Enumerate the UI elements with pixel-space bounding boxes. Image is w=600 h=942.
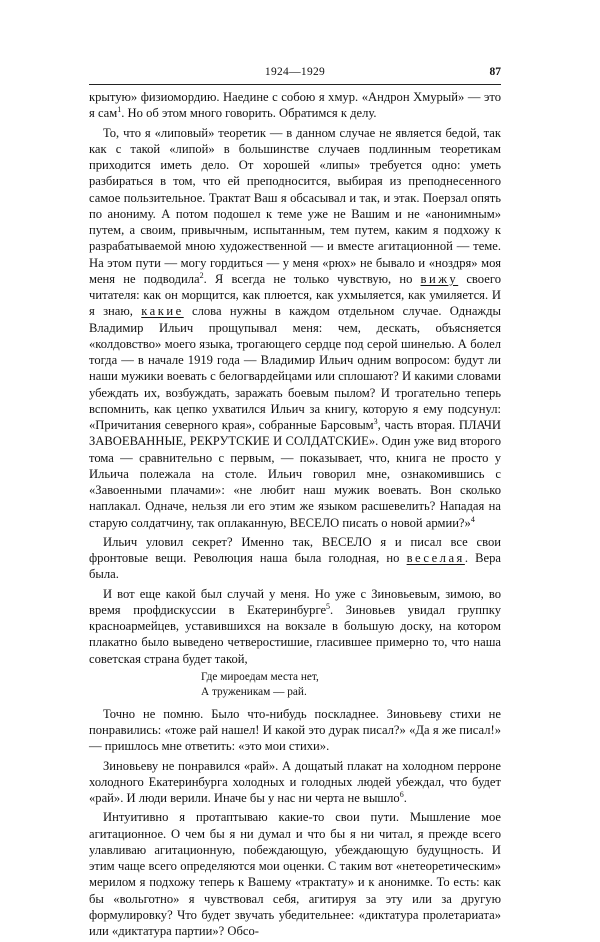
text-run: . Зиновьев увидал группку красноармейцев, уставившихся на вокзале в большую доску, на котором плакатно было выведено четверостишие, гласившее примерно то, что наша советская страна будет такой, xyxy=(89,602,501,666)
text-run: . Но об этом много говорить. Обратимся к делу. xyxy=(121,106,377,121)
header-title: 1924—1929 xyxy=(264,66,326,78)
text-run: То, что я «липовый» теоретик — в данном случае не является бедой, так как с такой «липой» в большинстве случаев подлинным теоретикам приходится иметь дело. От хорошей «липы» требуется одно: уметь разбираться в том, что ей преподносится, выбирая из преподнесенного самое пользительное. Трактат Ваш я обсасывал и так, и этак. Поерзал опять по анониму. А потом подошел к теме уже не Вашим и не «анонимным» путем, а своим, привычным, испытанным, тем путем, каким я подхожу к разрабатываемой мною художественной — и вместе агитационной — теме. На этом пути — могу гордиться — у меня «рюх» не бывало и «ноздря» моя меня не подводила xyxy=(89,125,501,286)
text-run: . Вера была. xyxy=(89,551,501,582)
paragraph xyxy=(89,89,501,122)
text-run: . Я всегда не только чувствую, но xyxy=(203,271,421,286)
paragraph xyxy=(89,809,501,939)
spaced-emphasis: какие xyxy=(141,304,184,319)
text-run: крытую» физиомордию. Наедине с собою я хмур. «Андрон Хмурый» — это я сам xyxy=(89,90,501,121)
footnote-marker: 6 xyxy=(399,789,404,799)
footnote-marker: 3 xyxy=(373,416,378,426)
paragraph xyxy=(89,758,501,807)
text-run: Ильич уловил секрет? Именно так, ВЕСЕЛО я и писал все свои фронтовые вещи. Революция наша была голодная, но xyxy=(89,534,501,565)
paragraph xyxy=(89,706,501,755)
footnote-marker: 2 xyxy=(199,270,204,280)
text-run: Зиновьеву не понравился «рай». А дощатый плакат на холодном перроне холодного Екатеринбурга холодных и голодных людей убеждал, что будет «рай». И люди верили. Иначе бы у нас ни черта не вышло xyxy=(89,758,501,805)
page-number: 87 xyxy=(489,66,501,78)
paragraph xyxy=(89,125,501,531)
text-run: И вот еще какой был случай у меня. Но уже с Зиновьевым, зимою, во время профдискуссии в Екатеринбурге xyxy=(89,586,501,617)
verse-line: Где мироедам места нет, xyxy=(201,670,319,683)
header-rule xyxy=(89,84,501,85)
footnote-marker: 1 xyxy=(117,105,122,115)
text-run: своего читателя: как он морщится, как плюется, как ухмыляется, как умиляется. И я знаю, xyxy=(89,271,501,319)
paragraph xyxy=(89,586,501,667)
running-header xyxy=(89,66,501,82)
paragraph xyxy=(89,534,501,583)
footnote-marker: 4 xyxy=(470,514,475,524)
text-run: Интуитивно я протаптываю какие-то свои пути. Мышление мое агитационное. О чем бы я ни думал и что бы я ни читал, я прежде всего улавливаю агитационную, побеждающую, убеждающую будущность. И этим чаще всего определяются мои оценки. С таким вот «нетеоретическим» мерилом я подхожу теперь к Вашему «трактату» и к анонимке. То есть: как бы «вольготно» я чувствовал себя, агитируя за эту или за другую формулировку? Что будет звучать убедительнее: «диктатура пролетариата» или «диктатура партии»? Обсо- xyxy=(89,810,501,938)
verse-quote xyxy=(89,670,501,700)
spaced-emphasis: веселая xyxy=(406,551,465,565)
body-text xyxy=(89,89,501,942)
text-run: слова нужны в каждом отдельном случае. Однажды Владимир Ильич прощупывал меня: чем, дескать, объясняется «колдовство» моего языка, трогающего сердце под серой шинелью. А болел тогда — в начале 1919 года — Владимир Ильич одним вопросом: будут ли наши мужики воевать с белогвардейцами или сплошают? И какими словами убеждать их, возбуждать, заражать боевым пылом? И трогательно теперь вспомнить, как цепко ухватился Ильич за книгу, которую я ему подсунул: «Причитания северного края», собранные Барсовым xyxy=(89,304,502,432)
spaced-emphasis: вижу xyxy=(420,271,459,286)
footnote-marker: 5 xyxy=(326,601,331,611)
verse-line: А труженикам — рай. xyxy=(201,685,307,698)
text-run: Точно не помню. Было что-нибудь поскладнее. Зиновьеву стихи не понравились: «тоже рай нашел! И какой это дурак писал?» «Да я же писал!» — пришлось мне ответить: «это мои стихи». xyxy=(89,706,501,754)
text-run: , часть вторая. ПЛАЧИ ЗАВОЕВАННЫЕ, РЕКРУТСКИЕ И СОЛДАТСКИЕ». Один уже вид второго тома — сравнительно с первым, — показывает, что, книга не просто у Ильича полежала на столе. Ильич говорил мне, ознакомившись с «Завоенными плачами»: «не любит наш мужик воевать. Вон сколько наплакал. Одначе, нельзя ли его этим же языком расшевелить? Нападая на старую солдатчину, так оплаканную, ВЕСЕЛО писать о новой армии?» xyxy=(89,418,501,530)
text-run: . xyxy=(403,791,407,805)
